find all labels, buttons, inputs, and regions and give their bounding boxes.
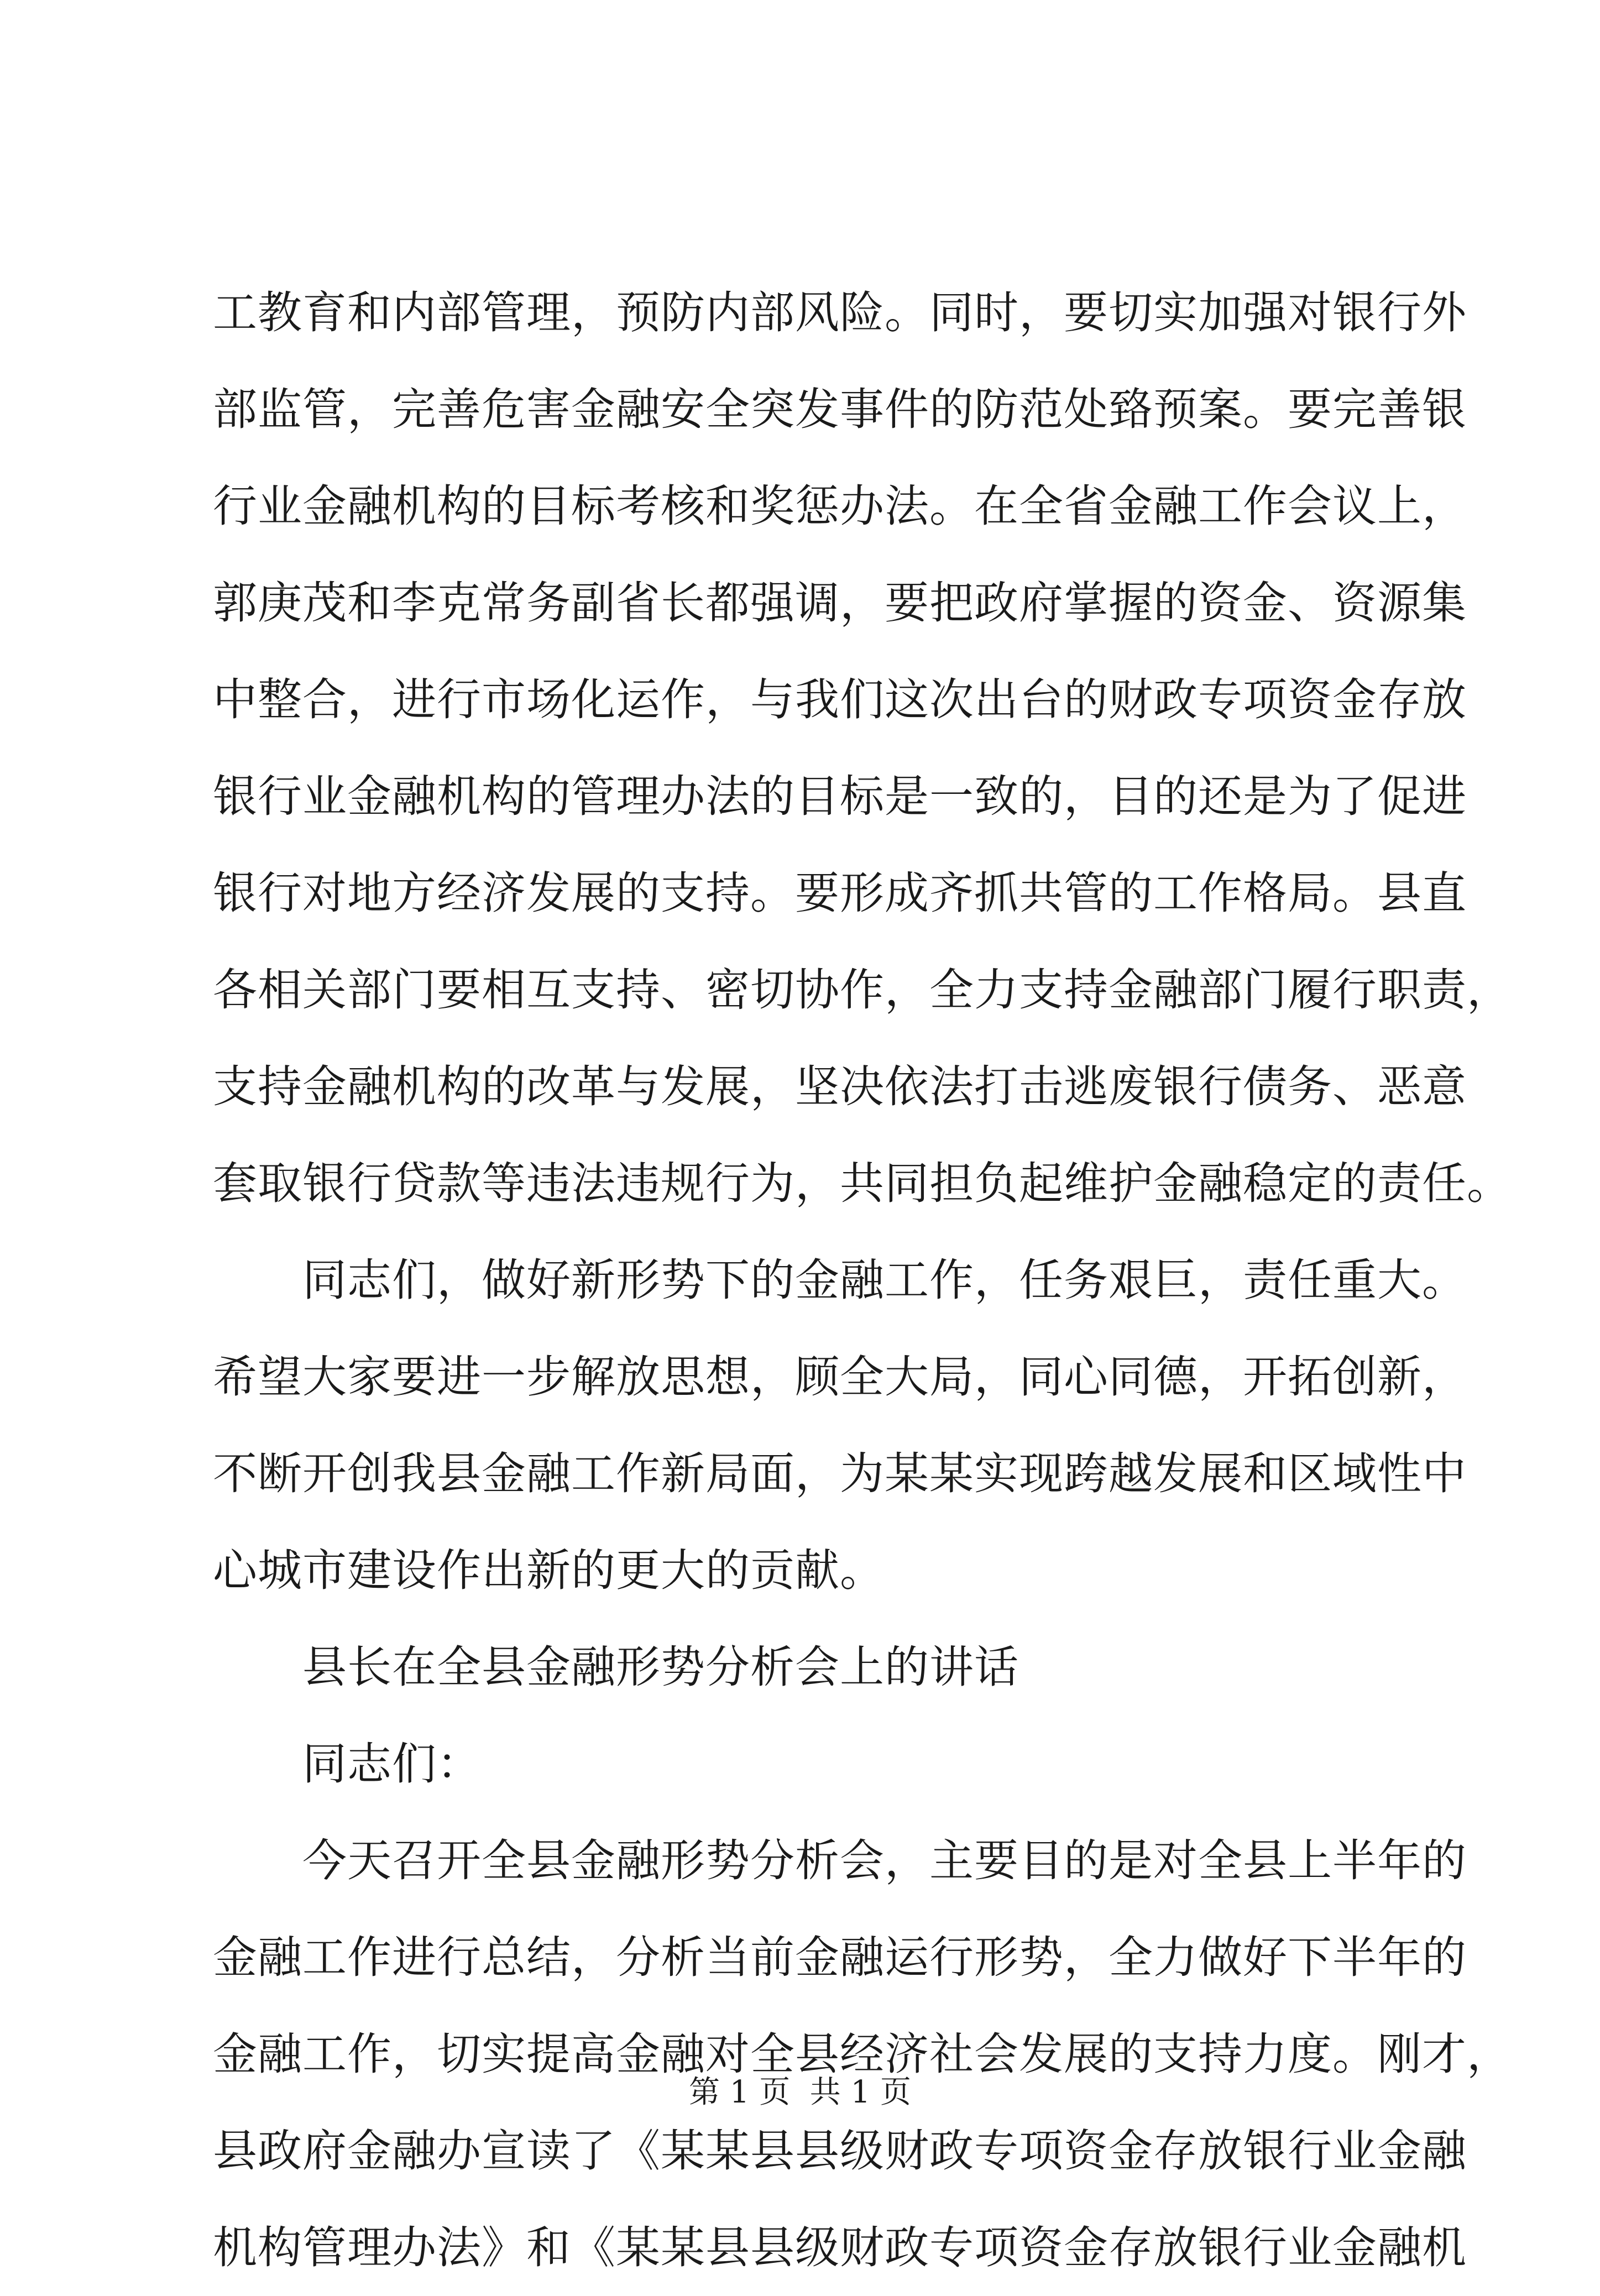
page-footer: 第 1 页 共 1 页 [688, 2074, 912, 2110]
text-line: 银行对地方经济发展的支持。要形成齐抓共管的工作格局。县直 [213, 867, 1467, 919]
document-body [213, 264, 1512, 2296]
text-line: 不断开创我县金融工作新局面，为某某实现跨越发展和区域性中 [213, 1448, 1467, 1499]
text-line: 工教育和内部管理，预防内部风险。同时，要切实加强对银行外 [213, 287, 1467, 338]
text-line: 县政府金融办宣读了《某某县县级财政专项资金存放银行业金融 [213, 2125, 1467, 2177]
text-line: 机构管理办法》和《某某县县级财政专项资金存放银行业金融机 [213, 2222, 1467, 2273]
text-line: 各相关部门要相互支持、密切协作，全力支持金融部门履行职责， [213, 964, 1512, 1016]
text-line: 心城市建设作出新的更大的贡献。 [213, 1545, 885, 1596]
text-line: 中整合，进行市场化运作，与我们这次出台的财政专项资金存放 [213, 674, 1467, 725]
paragraph-start-line: 今天召开全县金融形势分析会，主要目的是对全县上半年的 [213, 1835, 1467, 1886]
text-line: 希望大家要进一步解放思想，顾全大局，同心同德，开拓创新， [213, 1351, 1467, 1403]
text-line: 金融工作进行总结，分析当前金融运行形势，全力做好下半年的 [213, 1932, 1467, 1983]
text-line: 支持金融机构的改革与发展，坚决依法打击逃废银行债务、恶意 [213, 1061, 1467, 1112]
text-line: 套取银行贷款等违法违规行为，共同担负起维护金融稳定的责任。 [213, 1158, 1512, 1209]
salutation: 同志们： [213, 1738, 482, 1790]
text-line: 行业金融机构的目标考核和奖惩办法。在全省金融工作会议上， [213, 480, 1467, 532]
text-line: 银行业金融机构的管理办法的目标是一致的，目的还是为了促进 [213, 771, 1467, 822]
speech-title: 县长在全县金融形势分析会上的讲话 [213, 1641, 1019, 1693]
paragraph-start-line: 同志们，做好新形势下的金融工作，任务艰巨，责任重大。 [213, 1254, 1467, 1306]
text-line: 郭庚茂和李克常务副省长都强调，要把政府掌握的资金、资源集 [213, 577, 1467, 629]
text-line: 部监管，完善危害金融安全突发事件的防范处臵预案。要完善银 [213, 384, 1467, 435]
text-line: 金融工作，切实提高金融对全县经济社会发展的支持力度。刚才， [213, 2028, 1512, 2080]
